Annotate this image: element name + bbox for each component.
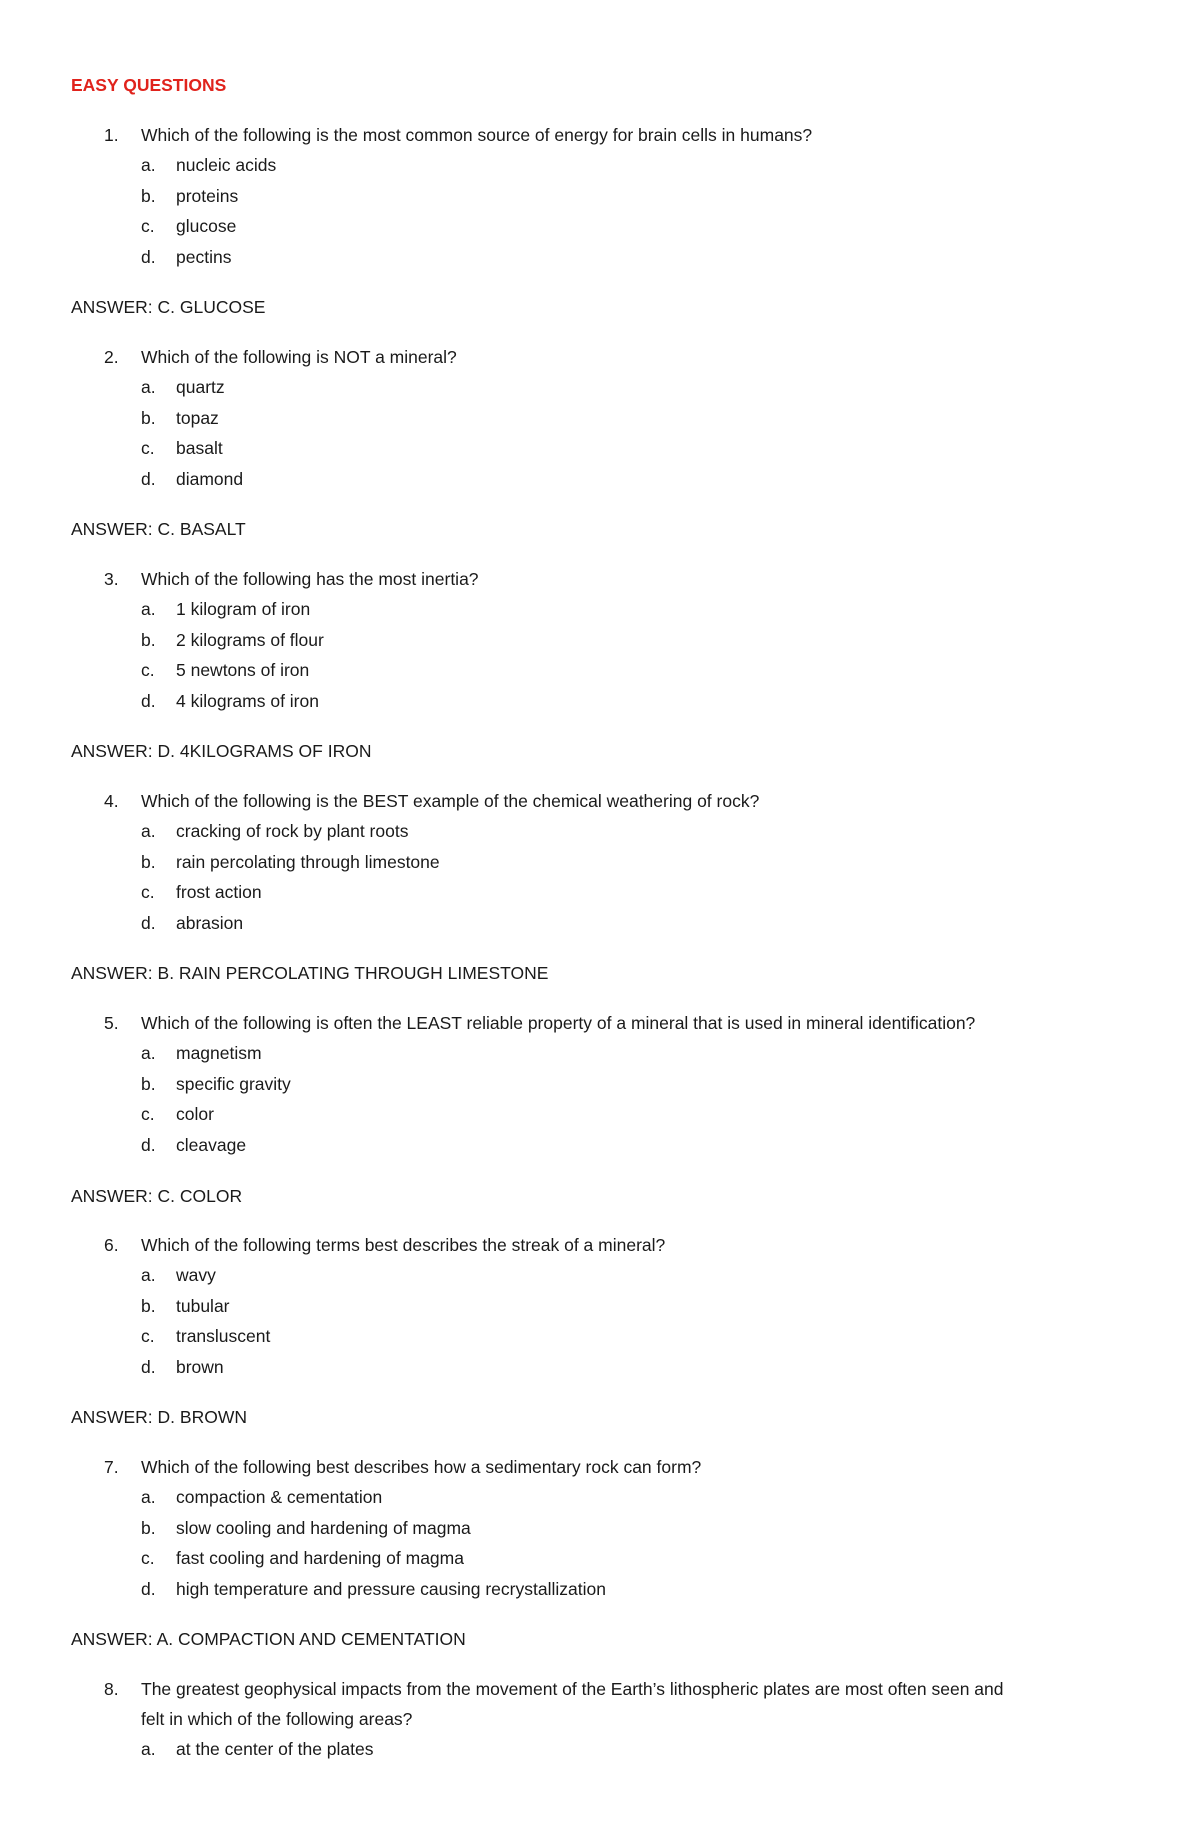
question-text: 8. The greatest geophysical impacts from the movement of the Earth’s lithospheric plates are most often seen and [71,1674,1131,1704]
answer-line: ANSWER: D. BROWN [71,1407,247,1427]
question-number: 5. [104,1013,119,1033]
option-a: a. magnetism [141,1043,262,1063]
option-b: b. rain percolating through limestone [141,851,440,872]
question-text: 3. Which of the following has the most inertia? [71,564,1131,594]
option-d: d. pectins [141,246,232,267]
option-c: c. 5 newtons of iron [141,660,310,680]
option-a: a. at the center of the plates [141,1739,374,1759]
option-b: b. slow cooling and hardening of magma [141,1517,471,1538]
answer-line: ANSWER: C. BASALT [71,519,246,539]
option-a: a. quartz [141,377,225,397]
option-c: c. glucose [141,216,237,236]
option-a: a. compaction & cementation [141,1487,383,1507]
section-heading: EASY QUESTIONS [71,75,227,95]
answer-line: ANSWER: B. RAIN PERCOLATING THROUGH LIMESTONE [71,963,549,983]
question-7 [71,1452,1131,1604]
option-d: d. diamond [141,468,244,489]
option-c: c. fast cooling and hardening of magma [141,1548,464,1568]
option-c: c. transluscent [141,1326,271,1346]
answer-line: ANSWER: C. GLUCOSE [71,297,266,317]
question-5 [71,1008,1131,1160]
option-a: a. nucleic acids [141,155,277,175]
option-b: b. specific gravity [141,1073,291,1094]
question-number: 8. [104,1679,119,1699]
question-number: 7. [104,1457,119,1477]
question-8 [71,1674,1131,1765]
option-d: d. cleavage [141,1134,247,1155]
question-4 [71,786,1131,938]
option-d: d. high temperature and pressure causing recrystallization [141,1578,606,1599]
question-text: 2. Which of the following is NOT a mineral? [71,342,1131,372]
question-text: 1. Which of the following is the most common source of energy for brain cells in humans? [71,120,1131,150]
option-c: c. color [141,1104,214,1124]
question-2 [71,342,1131,494]
option-d: d. 4 kilograms of iron [141,690,319,711]
question-number: 6. [104,1235,119,1255]
question-6 [71,1230,1131,1382]
question-text: 5. Which of the following is often the LEAST reliable property of a mineral that is used in mineral identification? [71,1008,1131,1038]
question-text: 4. Which of the following is the BEST example of the chemical weathering of rock? [71,786,1131,816]
option-a: a. wavy [141,1265,216,1285]
option-b: b. proteins [141,185,239,206]
option-c: c. frost action [141,882,262,902]
question-number: 4. [104,791,119,811]
question-text: 7. Which of the following best describes how a sedimentary rock can form? [71,1452,1131,1482]
question-number: 1. [104,125,119,145]
answer-line: ANSWER: A. COMPACTION AND CEMENTATION [71,1629,466,1649]
answer-line: ANSWER: C. COLOR [71,1186,243,1206]
option-d: d. abrasion [141,912,244,933]
option-b: b. topaz [141,407,219,428]
question-number: 3. [104,569,119,589]
answer-line: ANSWER: D. 4KILOGRAMS OF IRON [71,741,372,761]
question-number: 2. [104,347,119,367]
option-b: b. 2 kilograms of flour [141,629,324,650]
question-text-continued: felt in which of the following areas? [141,1709,413,1729]
question-3 [71,564,1131,716]
option-a: a. 1 kilogram of iron [141,599,311,619]
option-d: d. brown [141,1356,224,1377]
question-text: 6. Which of the following terms best describes the streak of a mineral? [71,1230,1131,1260]
question-1 [71,120,1131,272]
option-b: b. tubular [141,1295,230,1316]
option-c: c. basalt [141,438,223,458]
option-a: a. cracking of rock by plant roots [141,821,409,841]
